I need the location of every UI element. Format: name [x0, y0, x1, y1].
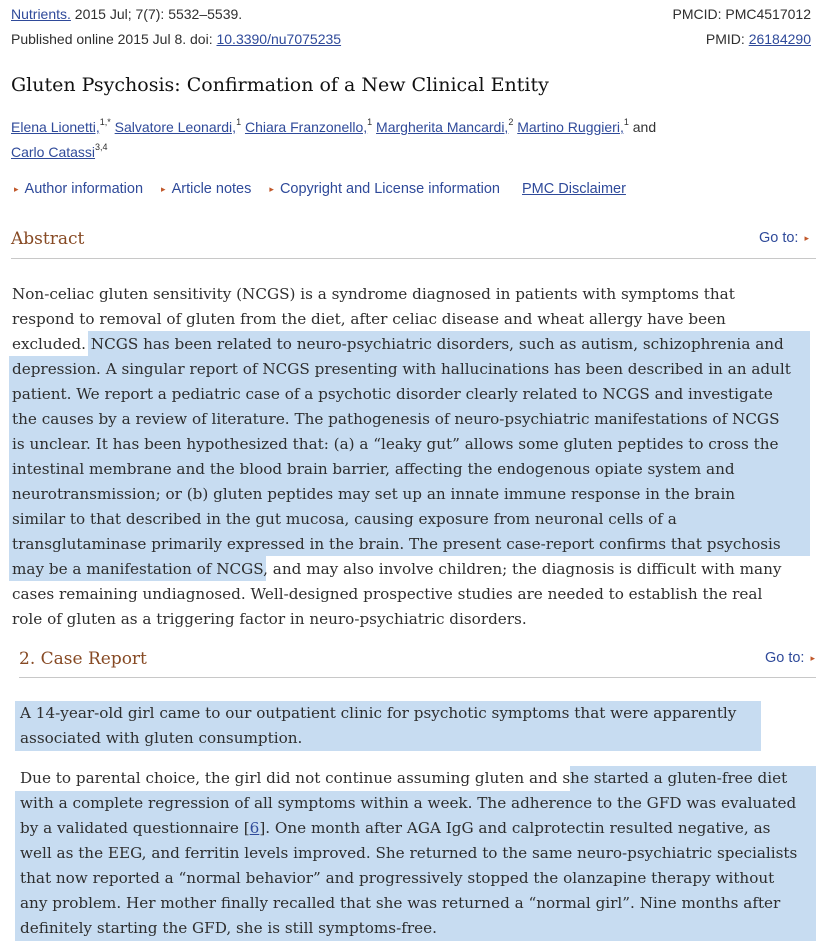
author-link[interactable]: Margherita Mancardi, — [376, 119, 509, 135]
case-report-line: she started a gluten-free diet — [562, 769, 788, 787]
pmc-disclaimer-link[interactable]: PMC Disclaimer — [522, 181, 626, 197]
author-link[interactable]: Carlo Catassi — [11, 144, 96, 160]
author-information-toggle[interactable]: ▸ Author information — [14, 181, 144, 197]
abstract-line: cases remaining undiagnosed. Well-designed prospective studies are needed to establish the real — [12, 585, 763, 603]
case-report-line: well as the EEG, and ferritin levels improved. She returned to the same neuro-psychiatric specialists — [20, 844, 798, 862]
case-report-divider — [19, 677, 816, 678]
triangle-right-icon: ▸ — [161, 184, 166, 194]
abstract-line: the causes by a review of literature. The pathogenesis of neuro-psychiatric manifestations of NCGS — [12, 410, 780, 428]
case-report-goto[interactable]: Go to: ▸ — [764, 650, 815, 666]
abstract-line: similar to that described in the gut mucosa, causing exposure from neuronal cells of a — [12, 510, 677, 528]
abstract-divider — [11, 258, 816, 259]
author-affiliation: 1 — [236, 117, 242, 127]
article-notes-toggle[interactable]: ▸ Article notes — [161, 181, 252, 197]
abstract-line: transglutaminase primarily expressed in the brain. The present case-report confirms that psychosis — [12, 535, 781, 553]
triangle-right-icon: ▸ — [810, 653, 815, 663]
author-link[interactable]: Chiara Franzonello, — [244, 119, 368, 135]
published-label: Published online 2015 Jul 8. doi: — [11, 31, 217, 47]
doi-link[interactable]: 10.3390/nu7075235 — [216, 31, 342, 47]
triangle-right-icon: ▸ — [14, 184, 19, 194]
case-report-line: with a complete regression of all symptoms within a week. The adherence to the GFD was evaluated — [20, 794, 797, 812]
case-report-line: by a validated questionnaire [ — [20, 819, 250, 837]
article-title: Gluten Psychosis: Confirmation of a New Clinical Entity — [11, 74, 549, 96]
abstract-line: patient. We report a pediatric case of a psychotic disorder clearly related to NCGS and investigate — [12, 385, 773, 403]
abstract-line: role of gluten as a triggering factor in neuro-psychiatric disorders. — [12, 610, 527, 628]
abstract-line: may be a manifestation of NCGS — [12, 560, 264, 578]
author-affiliation: 1 — [623, 117, 629, 127]
abstract-text — [12, 282, 812, 632]
abstract-goto[interactable]: Go to: ▸ — [758, 230, 809, 246]
abstract-heading: Abstract — [11, 229, 85, 249]
abstract-line: , and may also involve children; the diagnosis is difficult with many — [263, 560, 782, 578]
abstract-line: respond to removal of gluten from the diet, after celiac disease and wheat allergy have been — [12, 310, 726, 328]
pmid-label: PMID: — [705, 31, 749, 47]
abstract-line: depression. A singular report of NCGS presenting with hallucinations has been described in an adult — [12, 360, 791, 378]
triangle-right-icon: ▸ — [804, 233, 809, 243]
case-report-line: ]. One month after AGA IgG and calprotectin resulted negative, as — [259, 819, 771, 837]
author-affiliation: 2 — [508, 117, 514, 127]
article-info-links — [14, 178, 626, 200]
pmcid: PMCID: PMC4517012 — [672, 6, 811, 22]
author-link[interactable]: Elena Lionetti, — [11, 119, 100, 135]
case-report-line: associated with gluten consumption. — [20, 729, 303, 747]
author-affiliation: 3,4 — [95, 142, 108, 152]
abstract-line: excluded. — [12, 335, 91, 353]
citation — [11, 2, 341, 52]
citation-details: 2015 Jul; 7(7): 5532–5539. — [70, 6, 243, 22]
authors-and: and — [632, 119, 657, 135]
case-report-line: Due to parental choice, the girl did not continue assuming gluten and — [20, 769, 563, 787]
pmid-link[interactable]: 26184290 — [748, 31, 811, 47]
copyright-toggle[interactable]: ▸ Copyright and License information — [269, 181, 500, 197]
author-link[interactable]: Martino Ruggieri, — [517, 119, 624, 135]
case-report-line: A 14-year-old girl came to our outpatient clinic for psychotic symptoms that were apparently — [20, 704, 737, 722]
case-report-line: any problem. Her mother finally recalled that she was returned a “normal girl”. Nine months after — [20, 894, 781, 912]
author-affiliation: 1 — [367, 117, 373, 127]
case-report-paragraph — [20, 701, 810, 751]
case-report-line: that now reported a “normal behavior” and progressively stopped the olanzapine therapy without — [20, 869, 775, 887]
case-report-heading: 2. Case Report — [19, 649, 147, 669]
abstract-line: intestinal membrane and the blood brain barrier, affecting the endogenous opiate system and — [12, 460, 735, 478]
author-affiliation: 1,* — [99, 117, 111, 127]
case-report-line: definitely starting the GFD, she is still symptoms-free. — [20, 919, 437, 937]
author-list — [11, 115, 731, 165]
article-ids — [672, 2, 811, 52]
abstract-line: is unclear. It has been hypothesized that: (a) a “leaky gut” allows some gluten peptides to cross the — [12, 435, 779, 453]
abstract-line: neurotransmission; or (b) gluten peptides may set up an innate immune response in the brain — [12, 485, 736, 503]
author-link[interactable]: Salvatore Leonardi, — [114, 119, 237, 135]
case-report-paragraph — [20, 766, 820, 941]
reference-link[interactable]: 6 — [249, 819, 260, 837]
abstract-line: Non-celiac gluten sensitivity (NCGS) is a syndrome diagnosed in patients with symptoms that — [12, 285, 735, 303]
abstract-line: NCGS has been related to neuro-psychiatric disorders, such as autism, schizophrenia and — [90, 335, 784, 353]
journal-link[interactable]: Nutrients. — [11, 6, 71, 22]
triangle-right-icon: ▸ — [269, 184, 274, 194]
